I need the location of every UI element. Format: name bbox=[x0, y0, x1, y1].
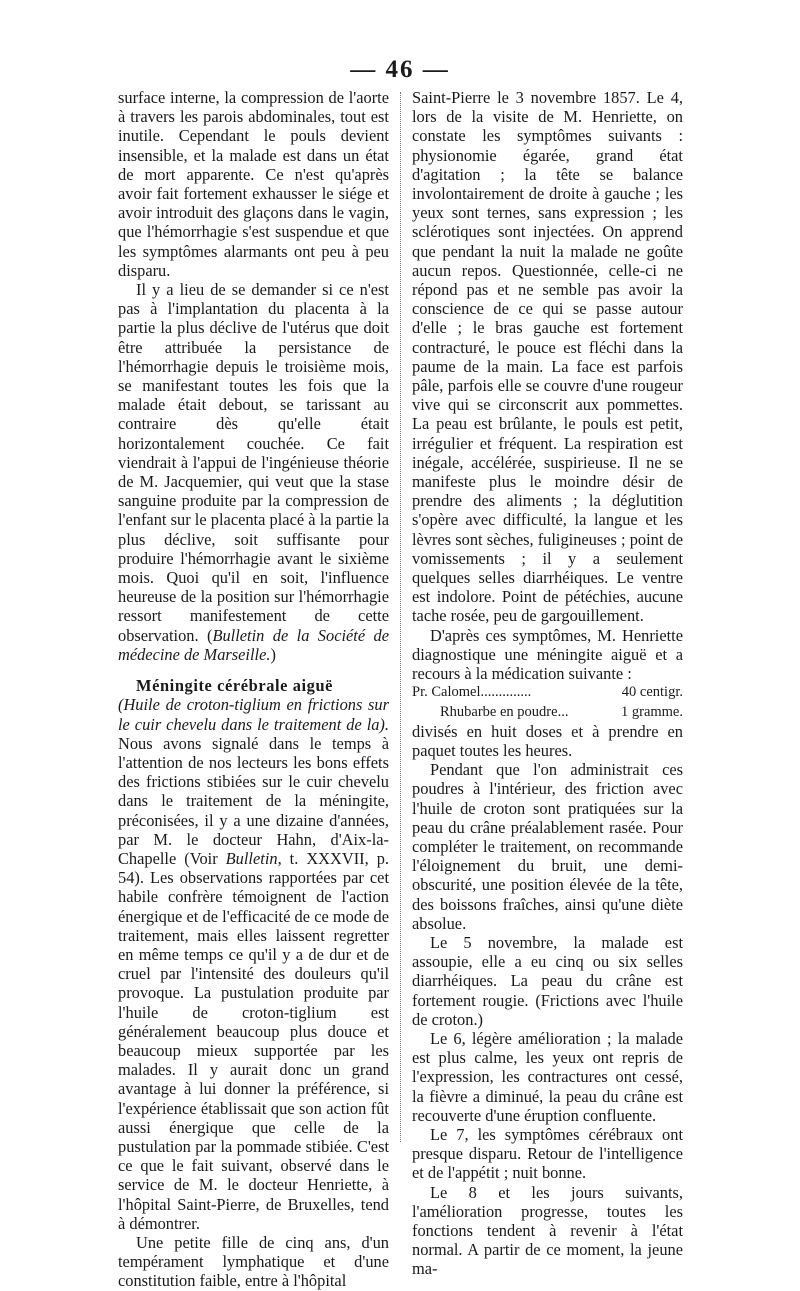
prescription-line-2: Rhubarbe en poudre... 1 gramme. bbox=[440, 703, 683, 720]
right-paragraph-7: Le 7, les symptômes cérébraux ont presque disparu. Retour de l'intelligence et de l'appétit ; nuit bonne. bbox=[412, 1124, 683, 1183]
right-paragraph-1: Saint-Pierre le 3 novembre 1857. Le 4, lors de la visite de M. Henriette, on constate les symptômes suivants : physionomie égarée, grand état d'agitation ; la tête se balance involontairement de droite à gauche ; les yeux sont ternes, sans expression ; les sclérotiques sont injectées. On apprend que pendant la nuit la malade ne goûte aucun repos. Questionnée, celle-ci ne répond pas et ne semble pas avoir la conscience de ce qui se passe autour d'elle ; le bras gauche est fortement contracturé, le pouce est fléchi dans la paume de la main. La face est parfois pâle, parfois elle se couvre d'une rougeur vive qui se circonscrit aux pommettes. La peau est brûlante, le pouls est petit, irrégulier et fréquent. La respiration est inégale, accélérée, suspirieuse. Il ne se manifeste plus le moindre désir de prendre des aliments ; la déglutition s'opère avec difficulté, la langue et les lèvres sont sèches, fuligineuses ; point de vomissements ; il y a seulement quelques selles diarrhéiques. Le ventre est indolore. Point de pétéchies, aucune tache rosée, peu de gargouillement. bbox=[412, 88, 683, 626]
left-column bbox=[118, 88, 389, 1291]
right-paragraph-8: Le 8 et les jours suivants, l'amélioration progresse, toutes les fonctions tendent à revenir à l'état normal. A partir de ce moment, la jeune ma- bbox=[412, 1182, 683, 1279]
left-paragraph-4: Une petite fille de cinq ans, d'un tempérament lymphatique et d'une constitution faible, entre à l'hôpital bbox=[118, 1232, 389, 1291]
right-column bbox=[412, 88, 683, 1279]
section-subtitle: (Huile de croton-tiglium en frictions sur le cuir chevelu dans le traitement de la). bbox=[118, 695, 389, 734]
right-paragraph-3: divisés en huit doses et à prendre en paquet toutes les heures. bbox=[412, 721, 683, 760]
left-paragraph-1: surface interne, la compression de l'aorte à travers les parois abdominales, tout est inutile. Cependant le pouls devient insensible, et la malade est dans un état de mort apparente. Ce n'est qu'après avoir fait fortement exhausser le siége et avoir introduit des glaçons dans le vagin, que l'hémorrhagie s'est suspendue et que les symptômes alarmants ont peu à peu disparu. bbox=[118, 88, 389, 280]
left-paragraph-2: Il y a lieu de se demander si ce n'est pas à l'implantation du placenta à la partie la plus déclive de l'utérus que doit être attribuée la persistance de l'hémorrhagie depuis le troisième mois, se manifestant toutes les fois que la malade était debout, se tarissant au contraire dès qu'elle était horizontalement couchée. Ce fait viendrait à l'appui de l'ingénieuse théorie de M. Jacquemier, qui veut que la stase sanguine produite par la compression de l'enfant sur le placenta placé à la partie la plus déclive, soit suffisante pour produire l'hémorrhagie avant le sixième mois. Quoi qu'il en soit, l'influence heureuse de la position sur l'hémorrhagie ressort manifestement de cette observation. (Bulletin de la Société de médecine de Marseille.) bbox=[118, 280, 390, 664]
right-paragraph-2: D'après ces symptômes, M. Henriette diagnostique une méningite aiguë et a recours à la médication suivante : bbox=[412, 625, 683, 684]
section-paragraph: Méningite cérébrale aiguë (Huile de croton-tiglium en frictions sur le cuir chevelu dans le traitement de la). Nous avons signalé dans le temps à l'attention de nos lecteurs les bons effets des frictions stibiées sur le cuir chevelu dans le traitement de la méningite, préconisées, il y a une dizaine d'années, par M. le docteur Hahn, d'Aix-la-Chapelle (Voir Bulletin, t. XXXVII, p. 54). Les observations rapportées par cet habile confrère témoignent de l'action énergique et de l'efficacité de ce mode de traitement, mais elles laissent regretter en même temps ce qu'il y a de dur et de cruel par l'intensité des douleurs qu'il provoque. La pustulation produite par l'huile de croton-tiglium est généralement beaucoup plus douce et beaucoup mieux supportée par les malades. Il y aurait donc un grand avantage à lui donner la préférence, si l'expérience établissait que son action fût aussi énergique que celle de la pustulation par la pommade stibiée. C'est ce que le fait suivant, observé dans le service de M. le docteur Henriette, à l'hôpital Saint-Pierre, de Bruxelles, tend à démontrer. bbox=[118, 676, 390, 1233]
right-paragraph-5: Le 5 novembre, la malade est assoupie, elle a eu cinq ou six selles diarrhéiques. La peau du crâne est fortement rougie. (Frictions avec l'huile de croton.) bbox=[412, 932, 683, 1029]
right-paragraph-6: Le 6, légère amélioration ; la malade est plus calme, les yeux ont repris de l'expression, les contractures ont cessé, la fièvre a diminué, la peau du crâne est recouverte d'une éruption confluente. bbox=[412, 1028, 683, 1125]
column-divider bbox=[400, 92, 401, 1142]
page-number: — 46 — bbox=[350, 56, 450, 83]
bulletin-reference: Bulletin de la Société de médecine de Marseille. bbox=[118, 625, 390, 664]
section-title: Méningite cérébrale aiguë bbox=[136, 676, 334, 696]
right-paragraph-4: Pendant que l'on administrait ces poudres à l'intérieur, des friction avec l'huile de croton sont pratiquées sur la peau du crâne préalablement rasée. Pour compléter le traitement, on recommande l'éloignement du bruit, une demi-obscurité, une position élevée de la tête, des boissons fraîches, ainsi qu'une diète absolue. bbox=[412, 760, 683, 933]
prescription-line-1: Pr. Calomel.............. 40 centigr. bbox=[412, 684, 683, 701]
